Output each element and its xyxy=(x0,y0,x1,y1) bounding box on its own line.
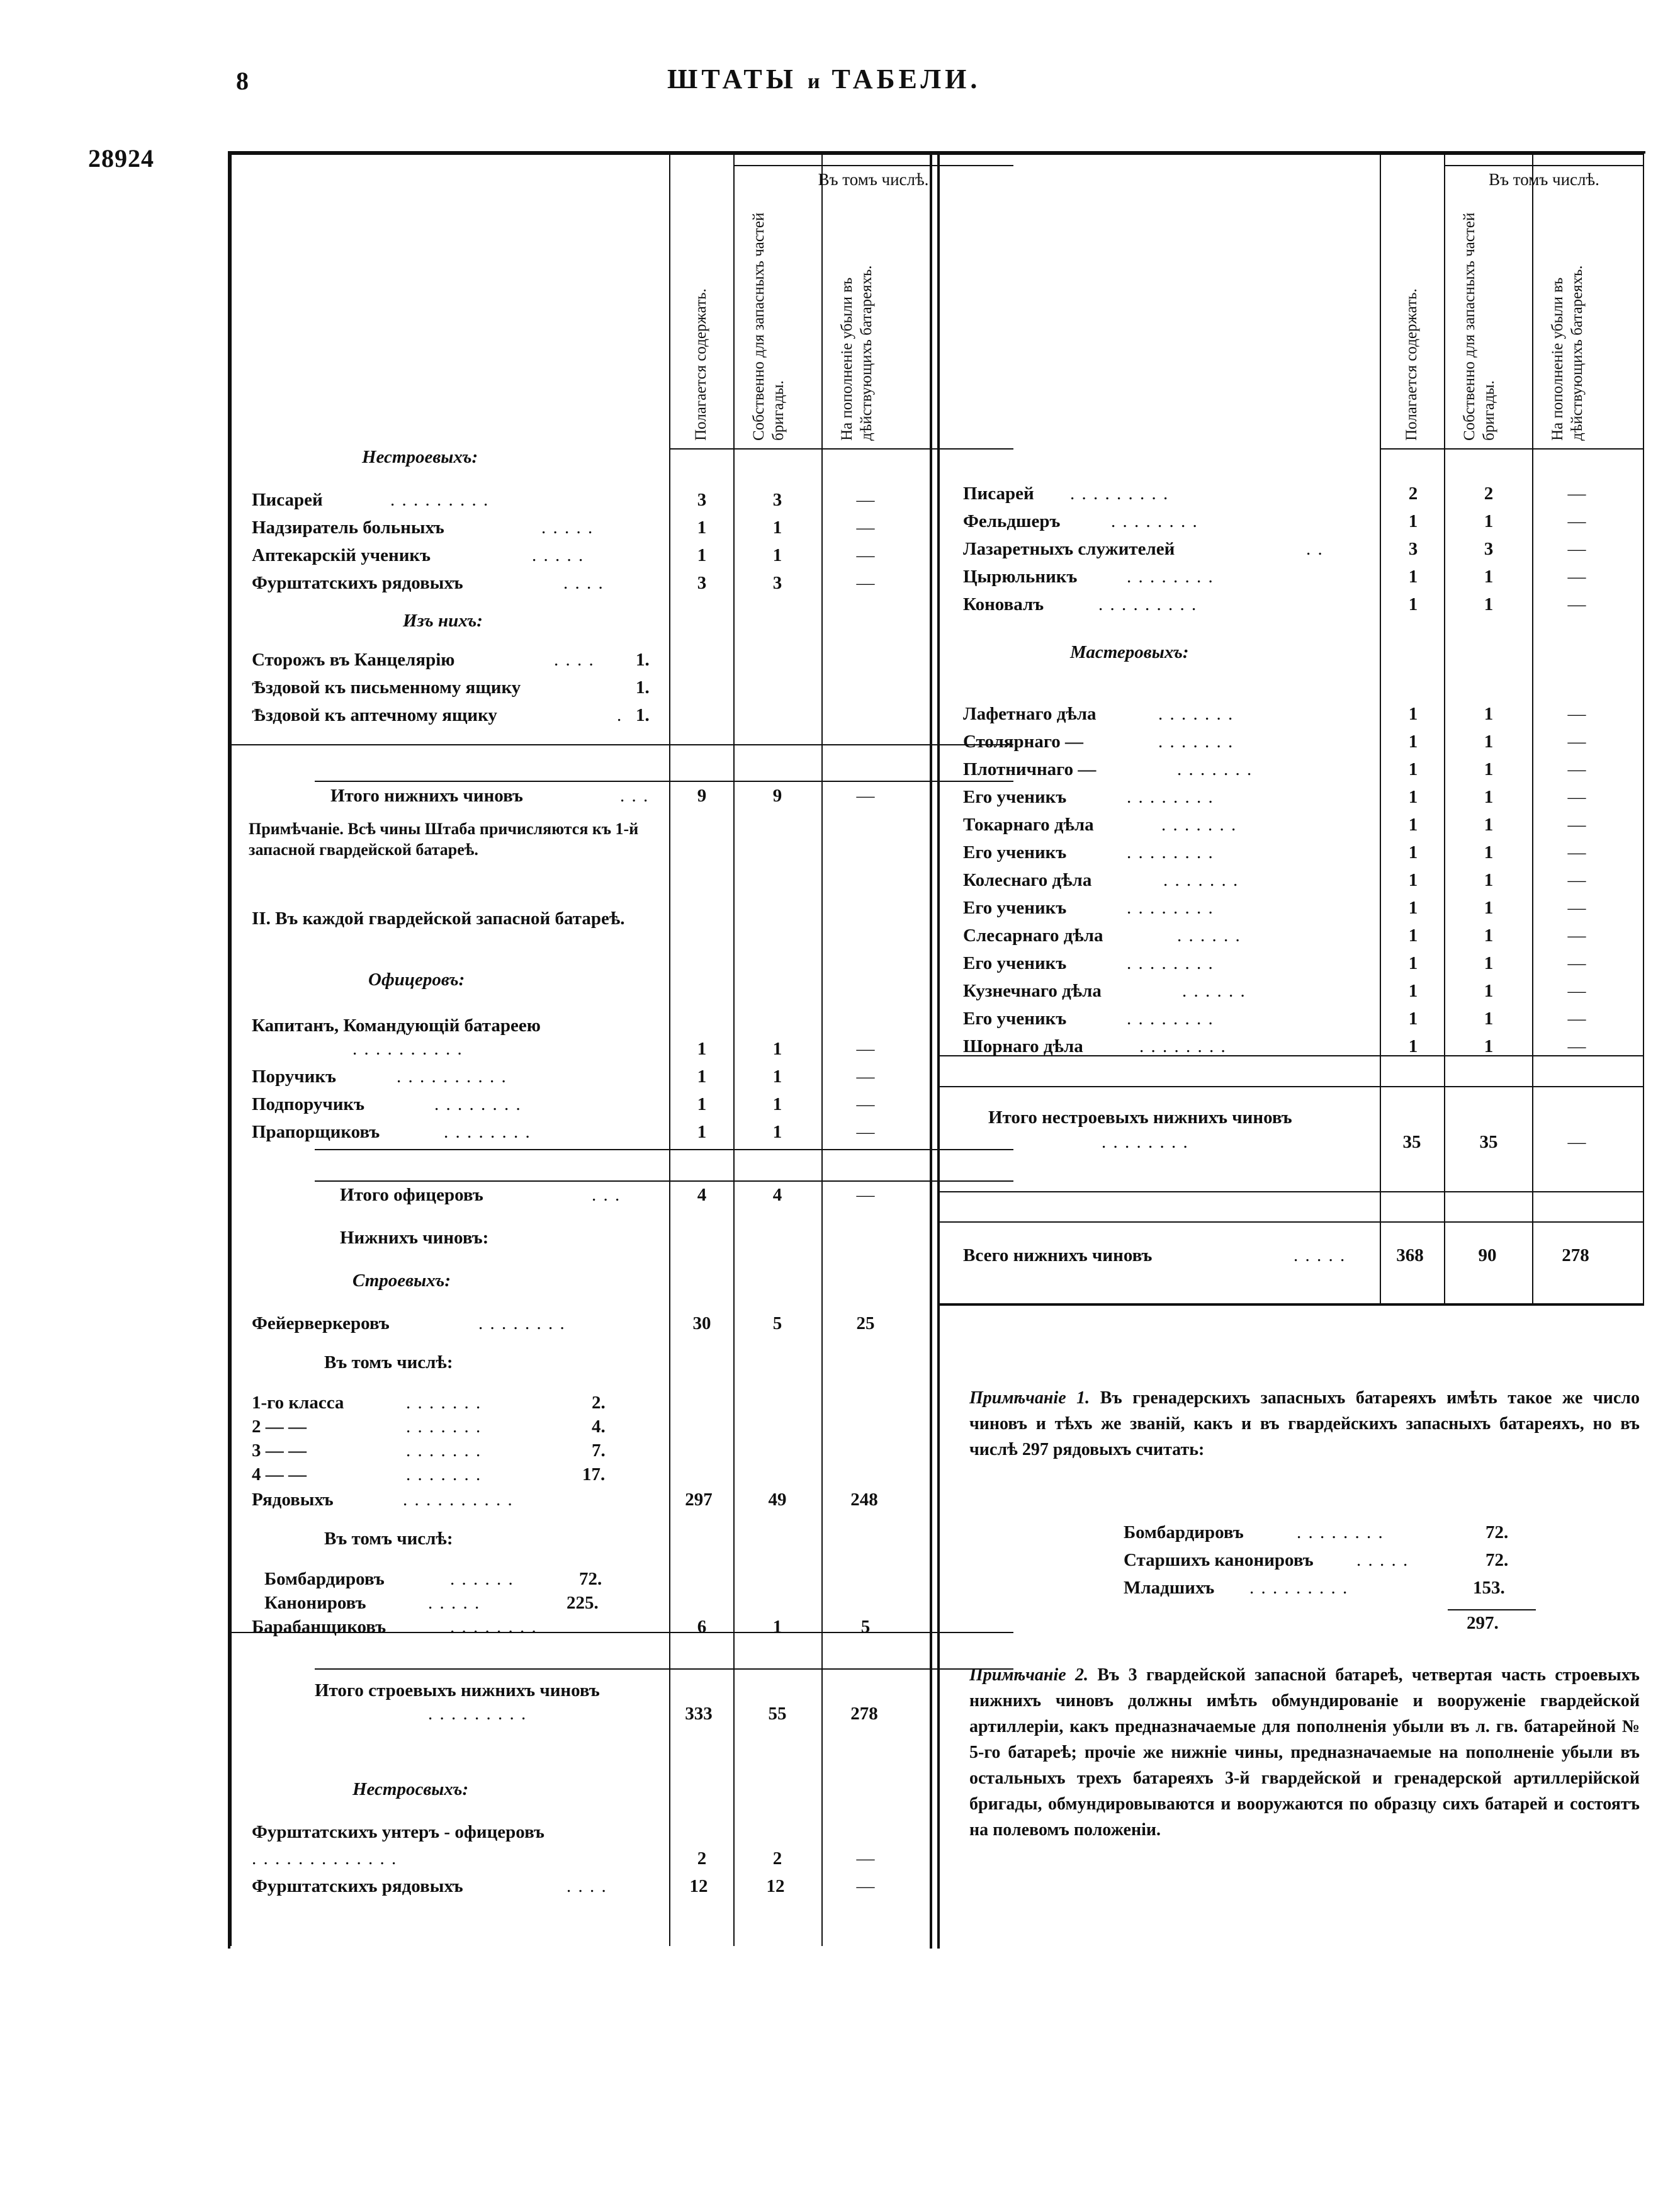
class-dots: . . . . . . . xyxy=(406,1440,482,1461)
row-value-c2: 1 xyxy=(1484,787,1494,807)
left-col2-header: Собственно для запасныхъ частей бригады. xyxy=(750,212,787,441)
row-value: 1. xyxy=(636,705,650,725)
total-officers-c1: 4 xyxy=(697,1185,707,1205)
row-label: Фельдшеръ xyxy=(963,511,1061,531)
class-value: 4. xyxy=(592,1417,606,1437)
row-value-c3: — xyxy=(1567,539,1586,559)
section-officers: Офицеровъ: xyxy=(368,970,465,990)
row-baraban-c3: 5 xyxy=(860,1617,871,1637)
class-label: 2 — — xyxy=(252,1417,307,1437)
row-dots: . . . . . . . . xyxy=(1127,567,1214,587)
rule-left-6 xyxy=(315,1668,1013,1670)
right-col1-header: Полагается содержать. xyxy=(1403,288,1420,441)
vtom-chisle-2: Въ томъ числѣ: xyxy=(324,1529,453,1549)
note1-sum: 297. xyxy=(1467,1613,1499,1633)
center-divider-a xyxy=(930,151,932,1949)
row-value-c3: — xyxy=(1567,567,1586,587)
rule-right-header-span xyxy=(1444,165,1644,166)
section-nestroevyh-2: Нестросвыхъ: xyxy=(352,1779,469,1799)
row-label: Кузнечнаго дѣла xyxy=(963,981,1102,1001)
row-dots: . . . . xyxy=(554,650,595,670)
row-value-c3: — xyxy=(1567,484,1586,504)
row-dots: . . . . . . . . xyxy=(434,1094,522,1114)
row-value-c1: 1 xyxy=(1408,594,1418,614)
class-value: 7. xyxy=(592,1440,606,1461)
subcount-dots: . . . . . xyxy=(428,1593,481,1613)
row-value-c2: 1 xyxy=(1484,759,1494,779)
row-dots: . . . . . . . xyxy=(1161,815,1237,835)
title-second: ТАБЕЛИ. xyxy=(832,64,981,94)
row-label: Его ученикъ xyxy=(963,898,1067,918)
right-span-header: Въ томъ числѣ. xyxy=(1489,170,1599,189)
row-value-c2: 3 xyxy=(772,573,782,593)
row-value-c1: 1 xyxy=(1408,925,1418,946)
row-value-c2: 1 xyxy=(1484,953,1494,973)
row-value-c2: 1 xyxy=(772,1094,782,1114)
subcount-label: Бомбардировъ xyxy=(264,1569,385,1589)
note1-sum-rule xyxy=(1448,1609,1536,1610)
rule-left-4 xyxy=(315,1180,1013,1182)
row-value-c3: — xyxy=(856,1094,875,1114)
row-label: Токарнаго дѣла xyxy=(963,815,1094,835)
row-label: Его ученикъ xyxy=(963,1009,1067,1029)
row-label: Подпоручикъ xyxy=(252,1094,365,1114)
row-dots: . . . . . . . . xyxy=(1111,511,1198,531)
note1-row-dots: . . . . . . . . . xyxy=(1249,1578,1349,1598)
row-value-c2: 2 xyxy=(772,1848,782,1869)
row-label: Фурштатскихъ рядовыхъ xyxy=(252,1876,463,1896)
row-dots: . . . . xyxy=(563,573,604,593)
note1-row-label: Младшихъ xyxy=(1124,1578,1215,1598)
row-baraban-dots: . . . . . . . . xyxy=(450,1617,538,1637)
row-value-c1: 1 xyxy=(1408,870,1418,890)
row-feierverker-c3: 25 xyxy=(856,1313,875,1333)
row-value-c2: 12 xyxy=(766,1876,785,1896)
row-label: Его ученикъ xyxy=(963,842,1067,863)
row-value-c3: — xyxy=(1567,1036,1586,1056)
row-value-c2: 1 xyxy=(1484,925,1494,946)
row-baraban-c1: 6 xyxy=(697,1617,707,1637)
rule-right-3 xyxy=(940,1191,1644,1192)
row-value-c3: — xyxy=(1567,1009,1586,1029)
rule-right-edge xyxy=(1643,154,1644,1306)
rule-right-c3 xyxy=(1532,154,1533,1306)
row-value-c1: 1 xyxy=(697,1039,707,1059)
class-dots: . . . . . . . xyxy=(406,1417,482,1437)
note-1-text: Въ гренадерскихъ запасныхъ батареяхъ имѣть такое же число чиновъ и тѣхъ же званій, какъ и въ гвардейскихъ запасныхъ батареяхъ, но въ числѣ 297 рядовыхъ считать: xyxy=(969,1388,1640,1459)
vtom-chisle-1: Въ томъ числѣ: xyxy=(324,1352,453,1372)
row-value-c1: 1 xyxy=(1408,953,1418,973)
row-dots: . . . . . . . . xyxy=(1127,898,1214,918)
row-label: Коновалъ xyxy=(963,594,1044,614)
total-nizhnih-chinov-dots: . . . xyxy=(620,786,650,806)
row-value-c2: 3 xyxy=(772,490,782,510)
primechanie-left: Примѣчаніе. Всѣ чины Штаба причисляются къ 1-й запасной гвардейской батареѣ. xyxy=(249,820,639,859)
section-masterovyh: Мастеровыхъ: xyxy=(1070,642,1189,662)
row-dots: . . . . . xyxy=(541,518,594,538)
row-label: Его ученикъ xyxy=(963,953,1067,973)
rule-right-header-bottom xyxy=(1380,448,1644,450)
total-nizhnih-c3: — xyxy=(856,786,875,806)
total-nestroevyh-c3: — xyxy=(1567,1132,1586,1152)
row-baraban-label: Барабанщиковъ xyxy=(252,1617,386,1637)
note-2-title: Примѣчаніе 2. xyxy=(969,1665,1088,1685)
total-stroevyh-dots: . . . . . . . . . xyxy=(428,1704,527,1724)
row-dots: . . . . . . . . . . xyxy=(352,1039,463,1059)
class-label: 3 — — xyxy=(252,1440,307,1461)
row-value-c2: 2 xyxy=(1484,484,1494,504)
note1-row-value: 72. xyxy=(1486,1522,1509,1542)
note1-row-value: 72. xyxy=(1486,1550,1509,1570)
row-value-c2: 1 xyxy=(1484,870,1494,890)
total-nizhnih-chinov-label: Итого нижнихъ чиновъ xyxy=(330,786,523,806)
row-value-c3: — xyxy=(1567,511,1586,531)
row-value-c1: 12 xyxy=(689,1876,708,1896)
row-value-c1: 1 xyxy=(1408,981,1418,1001)
row-value-c3: — xyxy=(1567,759,1586,779)
row-value-c2: 1 xyxy=(772,1122,782,1142)
row-ryadovyh-c2: 49 xyxy=(768,1490,787,1510)
row-value-c1: 1 xyxy=(1408,567,1418,587)
row-ryadovyh-dots: . . . . . . . . . . xyxy=(403,1490,514,1510)
row-value-c2: 1 xyxy=(772,545,782,565)
row-value-c3: — xyxy=(856,1848,875,1869)
note-1-title: Примѣчаніе 1. xyxy=(969,1388,1090,1408)
row-value-c2: 1 xyxy=(1484,981,1494,1001)
left-span-header: Въ томъ числѣ. xyxy=(818,170,929,189)
row-value-c3: — xyxy=(1567,732,1586,752)
row-feierverker-c2: 5 xyxy=(772,1313,782,1333)
row-value-c1: 1 xyxy=(1408,511,1418,531)
row-value-c3: — xyxy=(1567,704,1586,724)
row-value-c1: 1 xyxy=(1408,704,1418,724)
total-nestroevyh-c1: 35 xyxy=(1402,1132,1421,1152)
row-value-c2: 1 xyxy=(1484,898,1494,918)
section-ii-heading: II. Въ каждой гвардейской запасной батареѣ. xyxy=(252,908,625,929)
row-value-c3: — xyxy=(1567,594,1586,614)
rule-left-1 xyxy=(230,744,1013,745)
row-value-c3: — xyxy=(1567,815,1586,835)
note1-row-value: 153. xyxy=(1473,1578,1505,1598)
title-conj: и xyxy=(807,70,821,93)
row-value-c3: — xyxy=(856,1039,875,1059)
section-iznih: Изъ нихъ: xyxy=(403,611,483,631)
note1-row-label: Бомбардировъ xyxy=(1124,1522,1244,1542)
row-ryadovyh-c1: 297 xyxy=(685,1490,713,1510)
rule-left-3 xyxy=(315,1149,1013,1150)
row-value: 1. xyxy=(636,650,650,670)
row-value-c1: 2 xyxy=(1408,484,1418,504)
rule-right-c2 xyxy=(1444,154,1445,1306)
total-stroevyh-c1: 333 xyxy=(685,1704,713,1724)
row-label: Столярнаго — xyxy=(963,732,1084,752)
row-dots: . . . . . . . xyxy=(1177,759,1253,779)
row-dots: . . . . . . . . xyxy=(1127,842,1214,863)
row-dots: . . . . . . . . . . xyxy=(397,1067,507,1087)
subcount-value: 225. xyxy=(567,1593,599,1613)
row-value-c1: 1 xyxy=(697,518,707,538)
note-2-text: Въ 3 гвардейской запасной батареѣ, четвертая часть строевыхъ нижнихъ чиновъ должны имѣть обмундированіе и вооруженіе гвардейской артиллеріи, какъ предназначаемые для пополненія убыли въ л. гв. батарейной № 5-го батареѣ; прочіе же нижніе чины, предназначаемые на пополненіе убыли въ остальныхъ трехъ батареяхъ 3-й гвардейской и гренадерской артиллерійской бригады, обмундировываются и вооружаются по образцу сихъ батарей и состоятъ на полевомъ положеніи. xyxy=(969,1665,1640,1840)
row-value-c2: 3 xyxy=(1484,539,1494,559)
row-value-c1: 3 xyxy=(1408,539,1418,559)
row-label: Лазаретныхъ служителей xyxy=(963,539,1175,559)
grand-total-label: Всего нижнихъ чиновъ xyxy=(963,1245,1153,1265)
row-ryadovyh-label: Рядовыхъ xyxy=(252,1490,334,1510)
total-nestroevyh-c2: 35 xyxy=(1479,1132,1498,1152)
grand-total-dots: . . . . . xyxy=(1294,1245,1346,1265)
row-value-c2: 1 xyxy=(1484,567,1494,587)
center-divider-b xyxy=(937,151,940,1949)
row-value-c2: 1 xyxy=(1484,815,1494,835)
row-dots: . . . . xyxy=(567,1876,607,1896)
row-dots: . . . . . xyxy=(532,545,585,565)
row-value-c1: 1 xyxy=(1408,1036,1418,1056)
row-value-c2: 1 xyxy=(1484,732,1494,752)
section-stroevyh: Строевыхъ: xyxy=(352,1270,451,1291)
grand-total-c3: 278 xyxy=(1562,1245,1589,1265)
subcount-value: 72. xyxy=(579,1569,602,1589)
row-dots: . xyxy=(617,705,623,725)
class-label: 4 — — xyxy=(252,1464,307,1485)
row-label: Фурштатскихъ рядовыхъ xyxy=(252,573,463,593)
row-dots: . . . . . . . . xyxy=(1127,787,1214,807)
total-nizhnih-c2: 9 xyxy=(772,786,782,806)
row-feierverker-c1: 30 xyxy=(692,1313,711,1333)
row-value-c2: 1 xyxy=(772,1039,782,1059)
total-officers-label: Итого офицеровъ xyxy=(340,1185,483,1205)
row-dots: . . . . . . . . . xyxy=(1070,484,1170,504)
row-value-c3: — xyxy=(1567,842,1586,863)
class-label: 1-го класса xyxy=(252,1393,344,1413)
row-value-c3: — xyxy=(856,490,875,510)
row-dots: . . . . . . . xyxy=(1163,870,1239,890)
row-dots: . . . . . . . . xyxy=(1139,1036,1227,1056)
row-label: Цырюльникъ xyxy=(963,567,1078,587)
row-label: Писарей xyxy=(252,490,323,510)
rule-left-header-bottom xyxy=(669,448,1013,450)
total-stroevyh-label: Итого строевыхъ нижнихъ чиновъ xyxy=(315,1680,600,1700)
rule-right-c1 xyxy=(1380,154,1381,1306)
row-value-c3: — xyxy=(1567,870,1586,890)
row-value-c1: 1 xyxy=(697,1122,707,1142)
grand-total-c1: 368 xyxy=(1396,1245,1424,1265)
rule-left-c1 xyxy=(669,154,670,1946)
page-number: 8 xyxy=(236,67,249,95)
row-value-c3: — xyxy=(856,573,875,593)
row-label: Плотничнаго — xyxy=(963,759,1097,779)
note1-row-dots: . . . . . xyxy=(1356,1550,1409,1570)
rule-left-2 xyxy=(315,781,1013,782)
rule-right-bottom xyxy=(940,1303,1644,1306)
class-dots: . . . . . . . xyxy=(406,1393,482,1413)
row-value-c2: 1 xyxy=(1484,1036,1494,1056)
row-label: Ѣздовой къ письменному ящику xyxy=(252,677,521,698)
document-number: 28924 xyxy=(88,144,154,173)
row-dots: . . . . . . . . xyxy=(444,1122,531,1142)
row-label: Поручикъ xyxy=(252,1067,336,1087)
class-value: 2. xyxy=(592,1393,606,1413)
row-value-c3: — xyxy=(1567,981,1586,1001)
row-label: Ѣздовой къ аптечному ящику xyxy=(252,705,497,725)
row-dots: . . . . . . . . xyxy=(1127,1009,1214,1029)
title-main: ШТАТЫ xyxy=(667,64,797,94)
total-nestroevyh-label: Итого нестроевыхъ нижнихъ чиновъ xyxy=(988,1107,1292,1128)
row-value-c1: 3 xyxy=(697,490,707,510)
row-feierverker-label: Фейерверкеровъ xyxy=(252,1313,390,1333)
row-value-c1: 1 xyxy=(1408,815,1418,835)
right-col3-header: На пополненіе убыли въ дѣйствующихъ батареяхъ. xyxy=(1549,265,1586,441)
row-value-c1: 1 xyxy=(697,545,707,565)
row-dots: . . . . . . . . . xyxy=(390,490,490,510)
row-label: Сторожъ въ Канцелярію xyxy=(252,650,455,670)
row-dots: . . . . . . xyxy=(1182,981,1246,1001)
row-value-c3: — xyxy=(1567,925,1586,946)
total-officers-dots: . . . xyxy=(592,1185,621,1205)
row-value-c2: 1 xyxy=(1484,704,1494,724)
row-dots: . . . . . . xyxy=(1177,925,1241,946)
row-dots: . . . . . . . . xyxy=(1127,953,1214,973)
note1-row-label: Старшихъ канонировъ xyxy=(1124,1550,1314,1570)
total-nizhnih-c1: 9 xyxy=(697,786,707,806)
row-value-c2: 1 xyxy=(772,1067,782,1087)
row-label: Надзиратель больныхъ xyxy=(252,518,444,538)
row-value-c3: — xyxy=(856,1122,875,1142)
row-value-c1: 1 xyxy=(1408,898,1418,918)
row-value-c3: — xyxy=(1567,787,1586,807)
row-label: Его ученикъ xyxy=(963,787,1067,807)
row-value-c2: 1 xyxy=(1484,842,1494,863)
subcount-label: Канонировъ xyxy=(264,1593,366,1613)
row-value-c3: — xyxy=(1567,898,1586,918)
class-value: 17. xyxy=(582,1464,606,1485)
row-value-c1: 1 xyxy=(1408,1009,1418,1029)
row-label: Капитанъ, Командующій батареею xyxy=(252,1016,541,1036)
row-baraban-c2: 1 xyxy=(772,1617,782,1637)
row-ryadovyh-c3: 248 xyxy=(850,1490,878,1510)
row-feierverker-dots: . . . . . . . . xyxy=(478,1313,566,1333)
row-value-c2: 1 xyxy=(772,518,782,538)
row-value-c1: 1 xyxy=(1408,842,1418,863)
row-value: 1. xyxy=(636,677,650,698)
row-value-c1: 2 xyxy=(697,1848,707,1869)
row-label: Аптекарскій ученикъ xyxy=(252,545,431,565)
row-label: Шорнаго дѣла xyxy=(963,1036,1083,1056)
row-value-c2: 1 xyxy=(1484,594,1494,614)
total-stroevyh-c3: 278 xyxy=(850,1704,878,1724)
row-value-c1: 1 xyxy=(697,1067,707,1087)
row-label: Колеснаго дѣла xyxy=(963,870,1092,890)
row-label: Фурштатскихъ унтеръ - офицеровъ xyxy=(252,1822,544,1842)
row-label: Прапорщиковъ xyxy=(252,1122,380,1142)
rule-left-header-span xyxy=(733,165,1013,166)
row-label: Слесарнаго дѣла xyxy=(963,925,1103,946)
total-stroevyh-c2: 55 xyxy=(768,1704,787,1724)
total-officers-c2: 4 xyxy=(772,1185,782,1205)
row-value-c3: — xyxy=(856,1067,875,1087)
note-1 xyxy=(969,1385,1640,1463)
row-value-c3: — xyxy=(856,1876,875,1896)
page-title xyxy=(667,63,981,95)
grand-total-c2: 90 xyxy=(1478,1245,1497,1265)
right-col2-header: Собственно для запасныхъ частей бригады. xyxy=(1461,212,1497,441)
row-label: Писарей xyxy=(963,484,1034,504)
total-officers-c3: — xyxy=(856,1185,875,1205)
subcount-dots: . . . . . . xyxy=(450,1569,514,1589)
row-dots: . . . . . . . xyxy=(1158,732,1234,752)
row-value-c1: 3 xyxy=(697,573,707,593)
class-dots: . . . . . . . xyxy=(406,1464,482,1485)
rule-left-c2 xyxy=(733,154,735,1946)
section-lower-ranks: Нижнихъ чиновъ: xyxy=(340,1228,489,1248)
section-nestroevyh: Нестроевыхъ: xyxy=(362,447,478,467)
note-2 xyxy=(969,1662,1640,1843)
note1-row-dots: . . . . . . . . xyxy=(1297,1522,1384,1542)
row-value-c3: — xyxy=(1567,953,1586,973)
total-nestroevyh-dots: . . . . . . . . xyxy=(1102,1132,1189,1152)
row-value-c1: 1 xyxy=(1408,787,1418,807)
row-value-c2: 1 xyxy=(1484,511,1494,531)
row-value-c1: 1 xyxy=(697,1094,707,1114)
row-value-c1: 1 xyxy=(1408,732,1418,752)
row-dots: . . . . . . . . . . . . . xyxy=(252,1848,398,1869)
row-value-c3: — xyxy=(856,518,875,538)
row-value-c2: 1 xyxy=(1484,1009,1494,1029)
row-value-c1: 1 xyxy=(1408,759,1418,779)
left-col3-header: На пополненіе убыли въ дѣйствующихъ батареяхъ. xyxy=(838,265,875,441)
row-value-c3: — xyxy=(856,545,875,565)
row-dots: . . . . . . . . . xyxy=(1098,594,1198,614)
row-dots: . . . . . . . xyxy=(1158,704,1234,724)
left-col1-header: Полагается содержать. xyxy=(692,288,709,441)
rule-left-c3 xyxy=(821,154,823,1946)
row-dots: . . xyxy=(1306,539,1324,559)
rule-right-4 xyxy=(940,1221,1644,1223)
rule-right-2 xyxy=(940,1086,1644,1087)
row-label: Лафетнаго дѣла xyxy=(963,704,1097,724)
